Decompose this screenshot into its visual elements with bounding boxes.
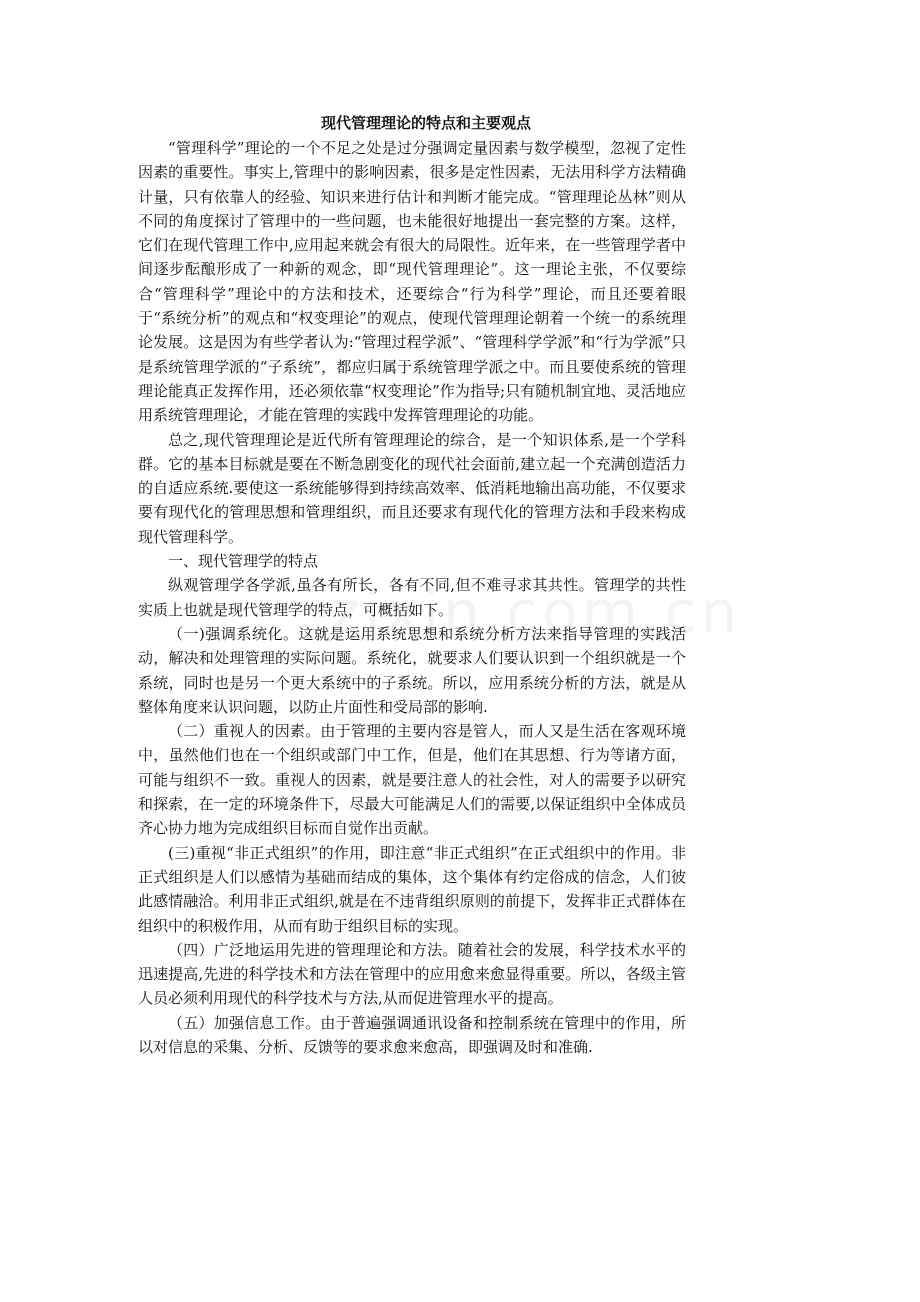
paragraph-overview: 纵观管理学各学派,虽各有所长，各有不同,但不难寻求其共性。管理学的共性实质上也就是现代管理学的特点，可概括如下。 bbox=[138, 576, 686, 619]
paragraph-feature-5: （五）加强信息工作。由于普遍强调通讯设备和控制系统在管理中的作用，所以对信息的采集、分析、反馈等的要求愈来愈高，即强调及时和准确. bbox=[138, 1013, 686, 1056]
document-title: 现代管理理论的特点和主要观点 bbox=[320, 114, 531, 132]
paragraph-feature-1: （一)强调系统化。这就是运用系统思想和系统分析方法来指导管理的实践活动，解决和处理管理的实际问题。系统化，就要求人们要认识到一个组织就是一个系统，同时也是另一个更大系统中的子系统。所以，应用系统分析的方法，就是从整体角度来认识问题，以防止片面性和受局部的影响. bbox=[138, 624, 686, 716]
paragraph-intro: “管理科学”理论的一个不足之处是过分强调定量因素与数学模型，忽视了定性因素的重要性。事实上,管理中的影响因素，很多是定性因素，无法用科学方法精确计量，只有依靠人的经验、知识来进行估计和判断才能完成。“管理理论丛林”则从不同的角度探讨了管理中的一些问题，也未能很好地提出一套完整的方案。这样，它们在现代管理工作中,应用起来就会有很大的局限性。近年来，在一些管理学者中间逐步酝酿形成了一种新的观念，即“现代管理理论”。这一理论主张，不仅要综合“管理科学”理论中的方法和技术，还要综合“行为科学”理论，而且还要着眼于“系统分析”的观点和“权变理论”的观点，使现代管理理论朝着一个统一的系统理论发展。这是因为有些学者认为:“管理过程学派”、“管理科学学派”和“行为学派”只是系统管理学派的“子系统”，都应归属于系统管理学派之中。而且要使系统的管理理论能真正发挥作用，还必须依靠“权变理论”作为指导;只有随机制宜地、灵活地应用系统管理理论，才能在管理的实践中发挥管理理论的功能。 bbox=[138, 139, 686, 425]
section-heading-features: 一、现代管理学的特点 bbox=[168, 552, 319, 571]
paragraph-summary: 总之,现代管理理论是近代所有管理理论的综合，是一个知识体系,是一个学科群。它的基本目标就是要在不断急剧变化的现代社会面前,建立起一个充满创造活力的自适应系统.要使这一系统能够得到持续高效率、低消耗地输出高功能，不仅要求要有现代化的管理思想和管理组织，而且还要求有现代化的管理方法和手段来构成现代管理科学。 bbox=[138, 430, 686, 546]
paragraph-feature-3: (三)重视“非正式组织”的作用，即注意“非正式组织”在正式组织中的作用。非正式组织是人们以感情为基础而结成的集体，这个集体有约定俗成的信念，人们彼此感情融洽。利用非正式组织,就是在不违背组织原则的前提下，发挥非正式群体在组织中的积极作用，从而有助于组织目标的实现。 bbox=[138, 843, 686, 935]
paragraph-feature-4: （四）广泛地运用先进的管理理论和方法。随着社会的发展，科学技术水平的迅速提高,先进的科学技术和方法在管理中的应用愈来愈显得重要。所以，各级主管人员必须利用现代的科学技术与方法,从而促进管理水平的提高。 bbox=[138, 940, 686, 1008]
paragraph-feature-2: （二）重视人的因素。由于管理的主要内容是管人，而人又是生活在客观环境中，虽然他们也在一个组织或部门中工作，但是，他们在其思想、行为等诸方面，可能与组织不一致。重视人的因素，就是要注意人的社会性，对人的需要予以研究和探索，在一定的环境条件下，尽最大可能满足人们的需要,以保证组织中全体成员齐心协力地为完成组织目标而自觉作出贡献。 bbox=[138, 722, 686, 838]
document-page bbox=[138, 112, 686, 1059]
